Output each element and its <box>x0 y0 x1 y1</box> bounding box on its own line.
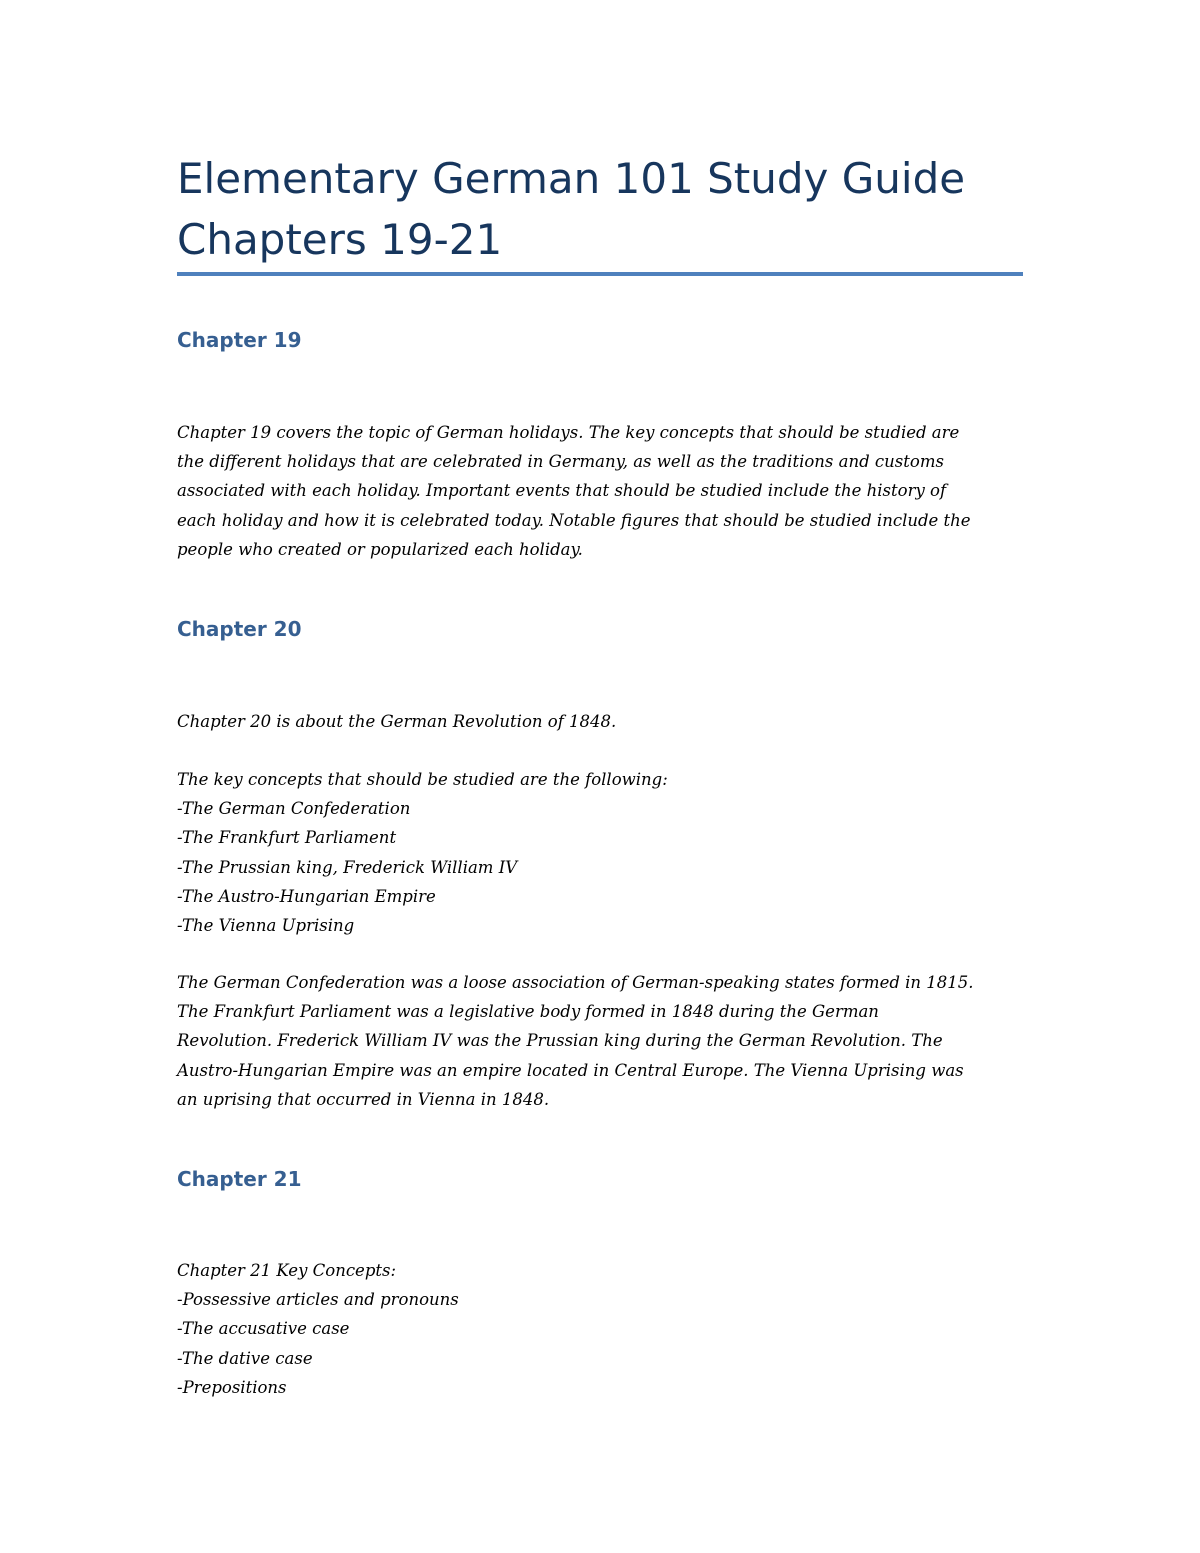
list-item: -The accusative case <box>177 1319 350 1339</box>
document-title <box>177 148 1023 270</box>
chapter-20-heading: Chapter 20 <box>177 617 302 641</box>
list-item: -Prepositions <box>177 1377 287 1397</box>
list-intro: Chapter 21 Key Concepts: <box>177 1261 397 1280</box>
chapter-20-paragraph <box>177 968 1023 1114</box>
list-item: -The Vienna Uprising <box>177 915 355 935</box>
chapter-20-intro <box>177 707 1023 736</box>
list-item: -The Frankfurt Parliament <box>177 828 397 848</box>
paragraph-line: Austro-Hungarian Empire was an empire located in Central Europe. The Vienna Uprising was <box>177 1060 964 1080</box>
chapter-21-key-concepts-list <box>177 1256 1023 1402</box>
title-line: Chapters 19-21 <box>177 215 503 264</box>
chapter-19-paragraph <box>177 418 1023 564</box>
document-page <box>177 0 1023 1553</box>
title-line: Elementary German 101 Study Guide <box>177 154 966 203</box>
chapter-19-heading: Chapter 19 <box>177 328 302 352</box>
chapter-21-heading: Chapter 21 <box>177 1167 302 1191</box>
list-item: -The Austro-Hungarian Empire <box>177 886 436 906</box>
paragraph-line: associated with each holiday. Important events that should be studied include the history of <box>177 481 947 501</box>
paragraph-line: Revolution. Frederick William IV was the Prussian king during the German Revolution. The <box>177 1031 943 1051</box>
paragraph-line: people who created or popularized each holiday. <box>177 539 583 559</box>
title-underline <box>177 272 1023 276</box>
paragraph-line: The Frankfurt Parliament was a legislative body formed in 1848 during the German <box>177 1002 879 1022</box>
list-item: -The Prussian king, Frederick William IV <box>177 857 518 877</box>
list-item: -The German Confederation <box>177 799 411 819</box>
paragraph-line: an uprising that occurred in Vienna in 1848. <box>177 1089 550 1109</box>
paragraph-line: each holiday and how it is celebrated today. Notable figures that should be studied include the <box>177 510 971 530</box>
chapter-20-key-concepts-list <box>177 765 1023 940</box>
paragraph-line: Chapter 20 is about the German Revolution of 1848. <box>177 712 617 731</box>
list-item: -The dative case <box>177 1348 313 1368</box>
paragraph-line: the different holidays that are celebrated in Germany, as well as the traditions and customs <box>177 452 944 472</box>
paragraph-line: The German Confederation was a loose association of German-speaking states formed in 1815. <box>177 973 974 992</box>
list-intro: The key concepts that should be studied are the following: <box>177 770 668 789</box>
paragraph-line: Chapter 19 covers the topic of German holidays. The key concepts that should be studied are <box>177 423 960 442</box>
list-item: -Possessive articles and pronouns <box>177 1290 459 1310</box>
